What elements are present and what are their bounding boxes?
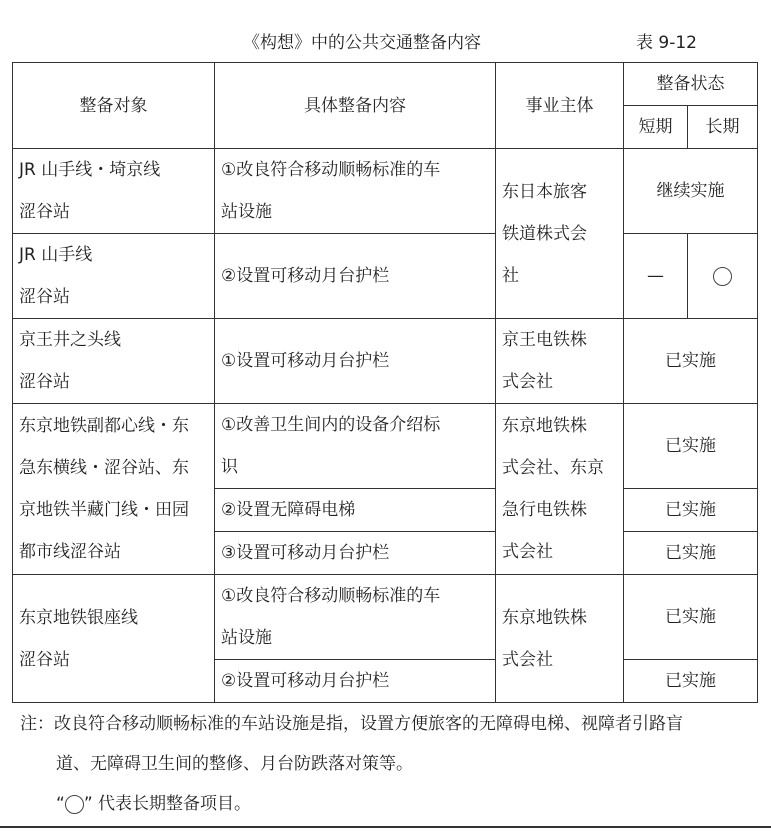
row5-object bbox=[13, 575, 215, 703]
row4-entity-line1: 东京地铁株 bbox=[502, 416, 587, 436]
row2-short: — bbox=[624, 234, 688, 319]
row4-object-line1: 东京地铁副都心线・东 bbox=[19, 416, 189, 436]
row3-entity-line2: 式会社 bbox=[502, 372, 553, 392]
row2-long bbox=[688, 234, 758, 319]
header-content: 具体整备内容 bbox=[215, 63, 496, 149]
row5-object-line2: 涩谷站 bbox=[19, 649, 70, 670]
row3-object bbox=[13, 319, 215, 404]
row3-entity bbox=[496, 319, 624, 404]
row1-object-line1: JR 山手线・埼京线 bbox=[19, 160, 161, 180]
row4-entity-line4: 式会社 bbox=[502, 542, 553, 562]
row5-status-a: 已实施 bbox=[624, 575, 758, 660]
entity-jr-line1: 东日本旅客 bbox=[502, 181, 587, 202]
row4-content-a-line1: ①改善卫生间内的设备介绍标 bbox=[221, 415, 441, 435]
row3-content: ①设置可移动月台护栏 bbox=[215, 319, 496, 404]
row5-status-b: 已实施 bbox=[624, 660, 758, 703]
row3-status: 已实施 bbox=[624, 319, 758, 404]
header-long: 长期 bbox=[688, 106, 758, 149]
row1-content-line1: ①改良符合移动顺畅标准的车 bbox=[221, 160, 441, 180]
bottom-rule bbox=[0, 826, 771, 828]
row2-object-line2: 涩谷站 bbox=[19, 287, 70, 307]
note-line3-prefix: “ bbox=[56, 794, 65, 814]
circle-icon bbox=[713, 267, 732, 286]
note-line3-suffix: ” 代表长期整备项目。 bbox=[83, 794, 252, 814]
note-line3 bbox=[20, 784, 765, 824]
row5-object-line1: 东京地铁银座线 bbox=[19, 607, 138, 628]
row4-entity-line3: 急行电铁株 bbox=[502, 500, 587, 520]
table-notes bbox=[20, 704, 765, 824]
row4-content-a-line2: 识 bbox=[221, 457, 238, 477]
row4-content-c: ③设置可移动月台护栏 bbox=[215, 532, 496, 575]
row4-object bbox=[13, 404, 215, 575]
note-line2: 道、无障碍卫生间的整修、月台防跌落对策等。 bbox=[56, 754, 413, 774]
row1-status: 继续实施 bbox=[624, 149, 758, 234]
row4-content-a bbox=[215, 404, 496, 489]
table-title: 《构想》中的公共交通整备内容 bbox=[243, 33, 481, 53]
row4-entity bbox=[496, 404, 624, 575]
entity-jr bbox=[496, 149, 624, 319]
row5-content-a-line1: ①改良符合移动顺畅标准的车 bbox=[221, 586, 441, 606]
entity-jr-line3: 社 bbox=[502, 265, 519, 286]
row4-object-line2: 急东横线・涩谷站、东 bbox=[19, 458, 189, 478]
circle-icon bbox=[65, 795, 84, 814]
transit-improvement-table bbox=[12, 62, 758, 703]
header-object: 整备对象 bbox=[13, 63, 215, 149]
row4-content-b: ②设置无障碍电梯 bbox=[215, 489, 496, 532]
row1-content-line2: 站设施 bbox=[221, 202, 272, 222]
row4-object-line4: 都市线涩谷站 bbox=[19, 542, 121, 562]
table-caption bbox=[0, 24, 771, 54]
row3-object-line2: 涩谷站 bbox=[19, 372, 70, 392]
row2-content: ②设置可移动月台护栏 bbox=[215, 234, 496, 319]
row5-content-b: ②设置可移动月台护栏 bbox=[215, 660, 496, 703]
row3-object-line1: 京王井之头线 bbox=[19, 330, 121, 350]
row4-status-a: 已实施 bbox=[624, 404, 758, 489]
row4-entity-line2: 式会社、东京 bbox=[502, 458, 604, 478]
header-status: 整备状态 bbox=[624, 63, 758, 106]
row4-object-line3: 京地铁半藏门线・田园 bbox=[19, 500, 189, 520]
row5-entity-line1: 东京地铁株 bbox=[502, 607, 587, 628]
row2-object-line1: JR 山手线 bbox=[19, 245, 93, 265]
header-entity: 事业主体 bbox=[496, 63, 624, 149]
row4-status-b: 已实施 bbox=[624, 489, 758, 532]
row5-entity-line2: 式会社 bbox=[502, 649, 553, 670]
entity-jr-line2: 铁道株式会 bbox=[502, 223, 587, 244]
row1-object-line2: 涩谷站 bbox=[19, 202, 70, 222]
row5-content-a bbox=[215, 575, 496, 660]
note-line1: 注：改良符合移动顺畅标准的车站设施是指，设置方便旅客的无障碍电梯、视障者引路盲 bbox=[20, 714, 683, 734]
row5-entity bbox=[496, 575, 624, 703]
table-number: 表 9-12 bbox=[636, 33, 697, 53]
row1-content bbox=[215, 149, 496, 234]
row1-object bbox=[13, 149, 215, 234]
header-short: 短期 bbox=[624, 106, 688, 149]
row2-object bbox=[13, 234, 215, 319]
row4-status-c: 已实施 bbox=[624, 532, 758, 575]
row5-content-a-line2: 站设施 bbox=[221, 628, 272, 648]
row3-entity-line1: 京王电铁株 bbox=[502, 330, 587, 350]
